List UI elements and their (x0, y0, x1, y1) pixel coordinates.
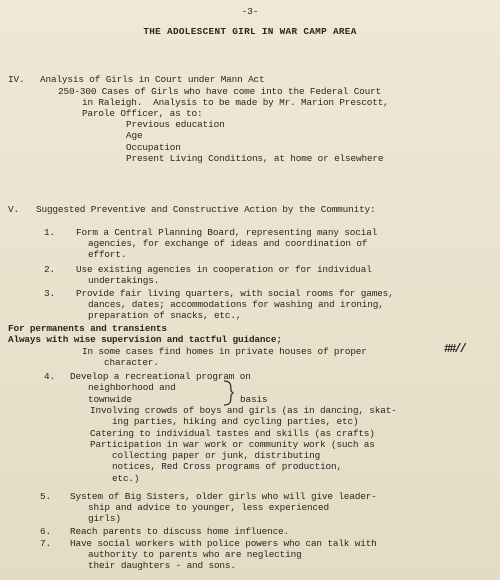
item-number: 5. (40, 491, 51, 502)
item-line: dances, dates; accommodations for washing and ironing, (88, 299, 384, 310)
item-number: 1. (44, 227, 55, 238)
item-sub-line: etc.) (112, 473, 140, 484)
section-v-numeral: V. (8, 204, 19, 215)
item-line: undertakings. (88, 275, 160, 286)
item-sub-line: collecting paper or junk, distributing (112, 450, 321, 461)
item-sub-line: Participation in war work or community work (such as (90, 439, 375, 450)
item-line: Develop a recreational program on (70, 371, 251, 382)
item-sub-line: Involving crowds of boys and girls (as in dancing, skat- (90, 405, 397, 416)
item-line: agencies, for exchange of ideas and coordination of (88, 238, 368, 249)
item-line: neighborhood and (88, 382, 176, 393)
section-iv-line: 250-300 Cases of Girls who have come into the Federal Court (58, 86, 382, 97)
item-line: Reach parents to discuss home influence. (70, 526, 290, 537)
item-line: Provide fair living quarters, with social rooms for games, (76, 288, 394, 299)
item-line: townwide (88, 394, 132, 405)
item-line: Form a Central Planning Board, representing many social (76, 227, 378, 238)
item-line: effort. (88, 249, 127, 260)
item-line: basis (240, 394, 268, 405)
item-sub-line: Catering to individual tastes and skills (as crafts) (90, 428, 375, 439)
item-number: 7. (40, 538, 51, 549)
added-line: For permanents and transients (8, 323, 167, 334)
added-line: character. (104, 357, 159, 368)
section-iv-line: Parole Officer, as to: (82, 108, 203, 119)
section-iv-line: in Raleigh. Analysis to be made by Mr. Marion Prescott, (82, 97, 389, 108)
page-number: -3- (241, 6, 259, 17)
document-title: THE ADOLESCENT GIRL IN WAR CAMP AREA (143, 26, 357, 37)
section-iv-item: Occupation (126, 142, 181, 153)
item-line: preparation of snacks, etc., (88, 310, 242, 321)
brace-mark (222, 379, 236, 407)
item-number: 3. (44, 288, 55, 299)
section-v-heading: Suggested Preventive and Constructive Action by the Community: (36, 204, 376, 215)
item-line: authority to parents who are neglecting (88, 549, 302, 560)
item-line: Have social workers with police powers who can talk with (70, 538, 377, 549)
section-iv-numeral: IV. (8, 74, 25, 85)
added-line: Always with wise supervision and tactful guidance; (8, 334, 282, 345)
item-line: their daughters - and sons. (88, 560, 236, 571)
item-line: girls) (88, 513, 121, 524)
item-line: ship and advice to younger, less experienced (88, 502, 329, 513)
item-number: 4. (44, 371, 55, 382)
item-line: System of Big Sisters, older girls who will give leader- (70, 491, 377, 502)
section-iv-item: Age (126, 130, 143, 141)
section-iv-heading: Analysis of Girls in Court under Mann Act (40, 74, 265, 85)
item-sub-line: ing parties, hiking and cycling parties, etc) (112, 416, 359, 427)
item-number: 6. (40, 526, 51, 537)
item-line: Use existing agencies in cooperation or for individual (76, 264, 372, 275)
item-number: 2. (44, 264, 55, 275)
struck-out-text: ##// (444, 342, 465, 356)
item-sub-line: notices, Red Cross programs of production, (112, 461, 342, 472)
section-iv-item: Present Living Conditions, at home or elsewhere (126, 153, 384, 164)
section-iv-item: Previous education (126, 119, 225, 130)
added-line: In some cases find homes in private houses of proper (82, 346, 367, 357)
